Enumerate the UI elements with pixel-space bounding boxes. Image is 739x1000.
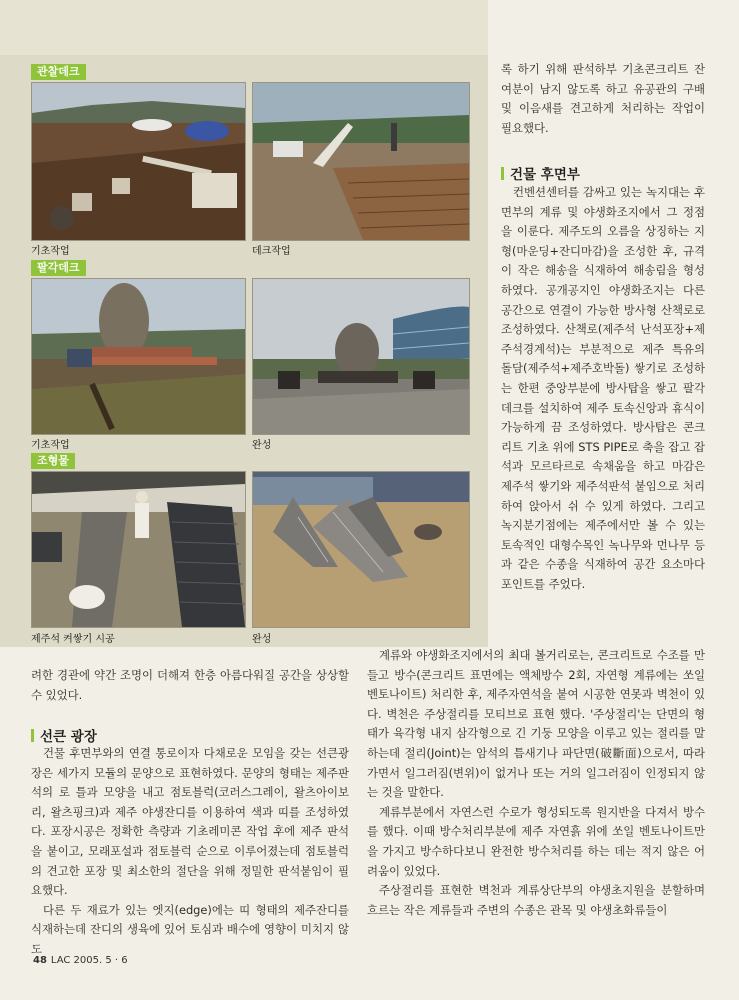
photo-foundation-work-tower xyxy=(31,278,246,435)
page-number: 48 xyxy=(33,955,47,966)
bottom-left-column xyxy=(31,666,349,705)
photo-columnar-joint-complete xyxy=(252,471,470,628)
right-body-block xyxy=(501,183,705,594)
caption-5: 제주석 켜쌓기 시공 xyxy=(31,634,115,645)
caption-6: 완성 xyxy=(252,634,272,645)
sunken-plaza-paragraph-1: 건물 후면부와의 연결 통로이자 다채로운 모임을 갖는 선큰광장은 세가지 모듈의 문양으로 표현하였다. 문양의 형태는 제주판석의 로 틀과 모양을 내고 점토블럭(코러스그레이, 왈츠아이보리, 왈츠핑크)과 제주 야생잔디를 이용하여 색과 띠를 조성하였다. 포장시공은 정확한 측량과 기초레미콘 작업 후에 제주 판석을 붙이고, 모래포설과 점토블럭 순으로 이루어졌는데 점토블럭의 견고한 포장 및 최소한의 절단을 위해 정밀한 판석붙임이 필요했다. xyxy=(31,746,349,898)
section-tag-sculpture: 조형물 xyxy=(31,453,75,469)
heading-building-rear xyxy=(501,163,580,183)
panel-header-strip xyxy=(0,0,488,55)
section-tag-observation-deck: 관찰데크 xyxy=(31,64,86,80)
heading-sunken-plaza xyxy=(31,725,97,745)
photo-foundation-work-deck xyxy=(31,82,246,241)
stream-paragraph-1: 계류와 야생화조지에서의 최대 볼거리로는, 콘크리트로 수조를 만들고 방수(콘크리트 표면에는 액체방수 2회, 자연형 계류에는 쏘일 벤토나이트) 처리한 후, 제주자연석을 붙여 시공한 연못과 벽천이 있다. 벽천은 주상절리를 모티브로 표현 했다. '주상절리'는 단면의 형태가 육각형 내지 삼각형으로 긴 기둥 모양을 이루고 있는 절리를 말하는데 절리(Joint)는 암석의 틈새기나 파단면(破斷面)으로서, 따라가면서 일그러짐(변위)이 없거나 또는 거의 일그러짐이 인정되지 않는 것을 말한다. xyxy=(367,648,705,800)
heading-building-rear-text: 건물 후면부 xyxy=(510,167,580,183)
stream-paragraph-3: 주상절리를 표현한 벽천과 계류상단부의 야생초지원을 분할하며 흐르는 작은 계류들과 주변의 수종은 관목 및 야생초화류들이 xyxy=(367,883,705,917)
issue-label: LAC 2005. 5 · 6 xyxy=(50,955,128,966)
caption-4: 완성 xyxy=(252,440,272,451)
heading-marker-icon xyxy=(501,167,504,180)
photo-deck-work xyxy=(252,82,470,241)
right-intro-text: 록 하기 위해 판석하부 기초콘크리트 잔여분이 남지 않도록 하고 유공관의 구배 및 이음새를 견고하게 처리하는 작업이 필요했다. xyxy=(501,62,705,135)
caption-1: 기초작업 xyxy=(31,246,70,257)
right-column xyxy=(501,60,705,138)
photo-jeju-stone-stacking xyxy=(31,471,246,628)
bottom-left-body xyxy=(31,744,349,960)
stream-paragraph-2: 계류부분에서 자연스런 수로가 형성되도록 원지반을 다져서 방수를 했다. 이때 방수처리부분에 제주 자연흙 위에 쏘일 벤토나이트만을 가지고 방수하다보니 완전한 방수처리를 하는 데는 적지 않은 어려움이 있었다. xyxy=(367,804,705,878)
sunken-plaza-paragraph-2: 다른 두 재료가 있는 엣지(edge)에는 띠 형태의 제주잔디를 식재하는데 잔디의 생육에 있어 토심과 배수에 영향이 미치지 않도 xyxy=(31,902,349,956)
caption-2: 데크작업 xyxy=(252,246,291,257)
section-tag-octagonal-deck: 팔각데크 xyxy=(31,260,86,276)
heading-marker-icon xyxy=(31,729,34,742)
caption-3: 기초작업 xyxy=(31,440,70,451)
right-body-text: 컨벤션센터를 감싸고 있는 녹지대는 후면부의 계류 및 야생화조지에서 그 정점을 이룬다. 제주도의 오름을 상징하는 지형(마운딩+잔디마감)을 조성한 후, 규격이 작은 해송을 식재하여 해송림을 형성하였다. 공개공지인 야생화조지는 다른 공간으로 연결이 가능한 방사형 산책로로 조성하였다. 산책로(제주석 난석포장+제주석경계석)는 부분적으로 제주 특유의 돌담(제주석+제주호박돌) 쌓기로 조성하는 한편 중앙부분에 방사탑을 쌓고 팔각데크를 설치하여 제주 토속신앙과 휴식이 가능하게 끔 조성하였다. 방사탑은 콘크리트 기초 위에 STS PIPE로 축을 잡고 잡석과 모르타르로 속채움을 하고 마감은 제주석 쌓기와 제주석판석 붙임으로 처리하여 앉아서 쉬 수 있게 하였다. 그리고 녹지분기점에는 제주에서만 볼 수 있는 토속적인 대형수목인 녹나무와 먼나무 등과 같은 수종을 식재하여 공간 요소마다 포인트를 주었다. xyxy=(501,185,705,591)
page-footer xyxy=(33,955,128,966)
photo-octagonal-deck-complete xyxy=(252,278,470,435)
heading-sunken-plaza-text: 선큰 광장 xyxy=(40,729,97,745)
bottom-left-intro-text: 려한 경관에 약간 조명이 더해져 한층 아름다워질 공간을 상상할 수 있었다. xyxy=(31,668,349,702)
bottom-right-column xyxy=(367,646,705,920)
